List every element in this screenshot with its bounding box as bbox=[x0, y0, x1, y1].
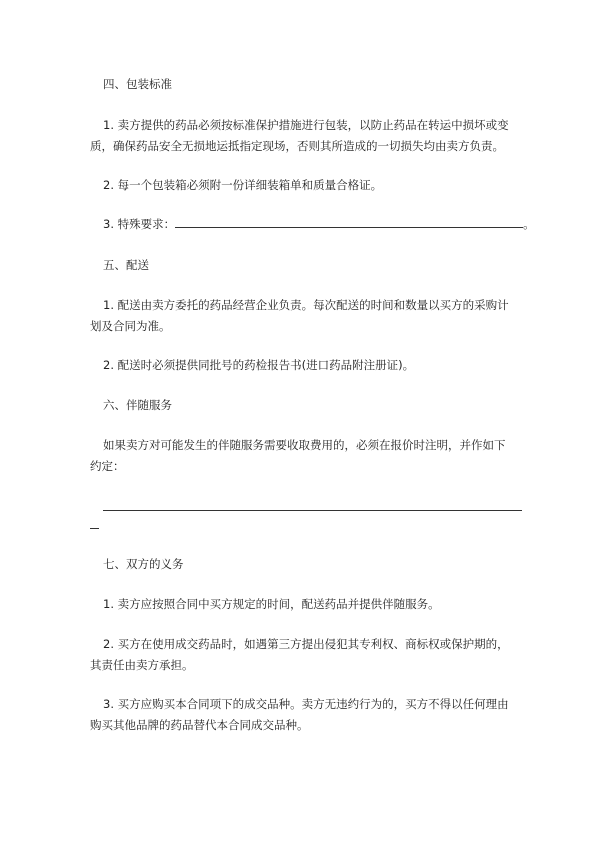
services-para-line1: 如果卖方对可能发生的伴随服务需要收取费用的，必须在报价时注明，并作如下 bbox=[103, 438, 506, 452]
delivery-item1-line2: 划及合同为准。 bbox=[90, 319, 171, 333]
obligations-item1: 1. 卖方应按照合同中买方规定的时间，配送药品并提供伴随服务。 bbox=[103, 597, 440, 611]
obligations-item2-line1: 2. 买方在使用成交药品时，如遇第三方提出侵犯其专利权、商标权或保护期的， bbox=[103, 637, 509, 651]
services-agreement-blank-line2 bbox=[90, 528, 99, 529]
section-heading-packaging: 四、包装标准 bbox=[103, 77, 172, 91]
packaging-item3-label: 3. 特殊要求： bbox=[103, 217, 176, 231]
packaging-item1-line2: 质，确保药品安全无损地运抵指定现场，否则其所造成的一切损失均由卖方负责。 bbox=[90, 139, 504, 153]
obligations-item2-line2: 其责任由卖方承担。 bbox=[90, 658, 194, 672]
special-requirements-blank bbox=[175, 215, 523, 228]
obligations-item3-line2: 购买其他品牌的药品替代本合同成交品种。 bbox=[90, 718, 309, 732]
delivery-item1-line1: 1. 配送由卖方委托的药品经营企业负责。每次配送的时间和数量以买方的采购计 bbox=[103, 298, 509, 312]
services-agreement-blank-line1 bbox=[103, 510, 522, 511]
section-heading-delivery: 五、配送 bbox=[103, 258, 149, 272]
obligations-item3-line1: 3. 买方应购买本合同项下的成交品种。卖方无违约行为的，买方不得以任何理由 bbox=[103, 697, 509, 711]
services-para-line2: 约定： bbox=[90, 459, 125, 473]
packaging-item3 bbox=[103, 214, 543, 235]
delivery-item2: 2. 配送时必须提供同批号的药检报告书(进口药品附注册证)。 bbox=[103, 358, 415, 372]
packaging-item1-line1: 1. 卖方提供的药品必须按标准保护措施进行包装，以防止药品在转运中损坏或变 bbox=[103, 118, 509, 132]
packaging-item2: 2. 每一个包装箱必须附一份详细装箱单和质量合格证。 bbox=[103, 178, 383, 192]
section-heading-obligations: 七、双方的义务 bbox=[103, 557, 184, 571]
packaging-item3-end: 。 bbox=[523, 217, 535, 231]
section-heading-services: 六、伴随服务 bbox=[103, 398, 172, 412]
